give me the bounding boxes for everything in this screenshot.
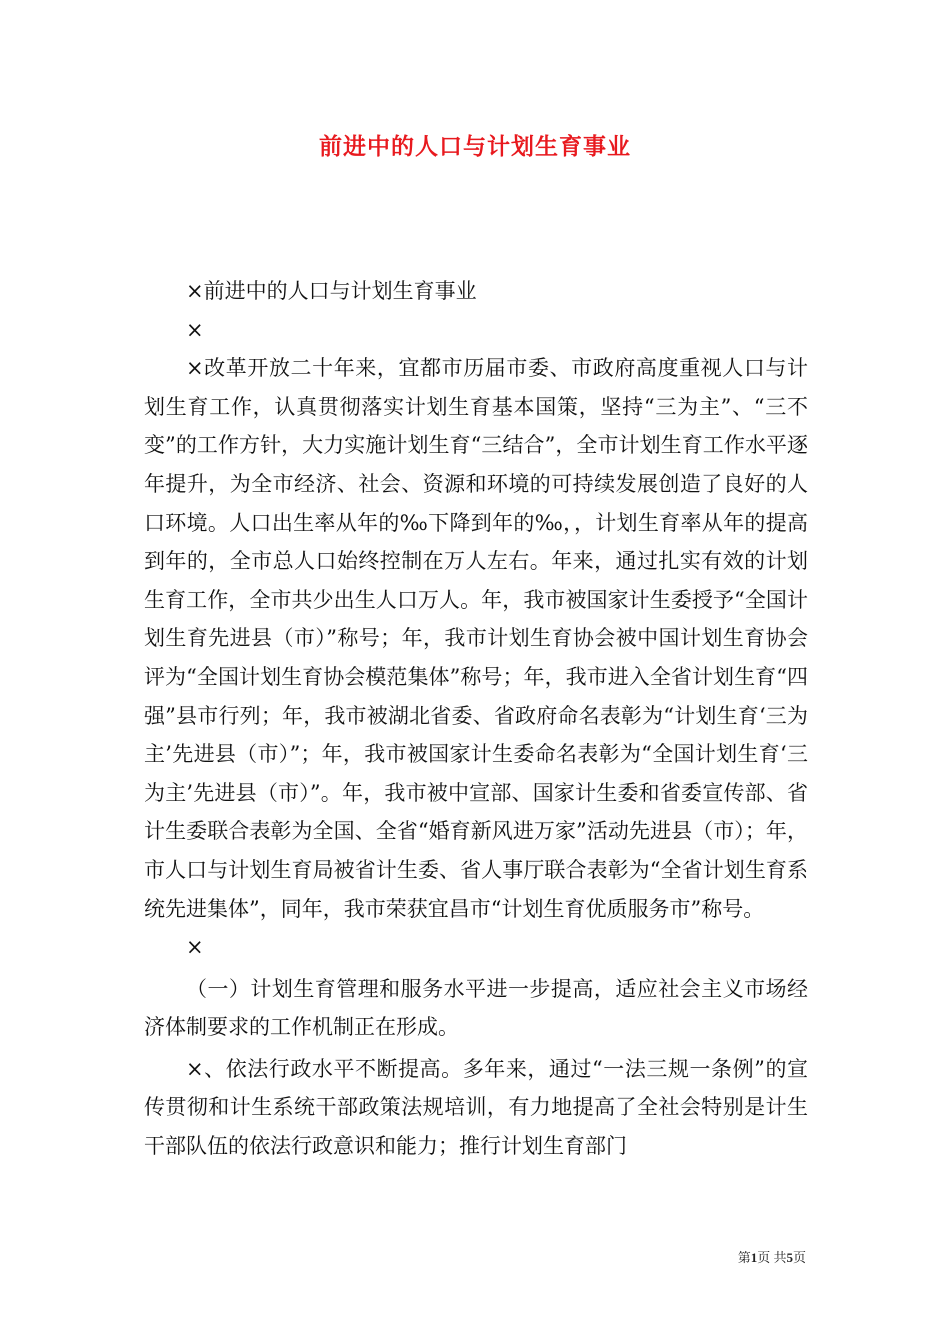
footer-total-pages: 5 [786,1250,793,1265]
page-number-footer [738,1247,806,1266]
footer-middle: 页 共 [757,1250,787,1265]
paragraph-section-heading: （一）计划生育管理和服务水平进一步提高，适应社会主义市场经济体制要求的工作机制正在形成。 [144,976,808,1040]
paragraph-subtitle: ×前进中的人口与计划生育事业 [186,279,477,303]
paragraph-intro: ×改革开放二十年来，宜都市历届市委、市政府高度重视人口与计划生育工作，认真贯彻落实计划生育基本国策，坚持“三为主”、“三不变”的工作方针，大力实施计划生育“三结合”，全市计划生育工作水平逐年提升，为全市经济、社会、资源和环境的可持续发展创造了良好的人口环境。人口出生率从年的‰下降到年的‰，，计划生育率从年的提高到年的，全市总人口始终控制在万人左右。年来，通过扎实有效的计划生育工作，全市共少出生人口万人。年，我市被国家计生委授予“全国计划生育先进县（市）”称号；年，我市计划生育协会被中国计划生育协会评为“全国计划生育协会模范集体”称号；年，我市进入全省计划生育“四强”县市行列；年，我市被湖北省委、省政府命名表彰为“计划生育‘三为主’先进县（市）”；年，我市被国家计生委命名表彰为“全国计划生育‘三为主’先进县（市）”。年，我市被中宣部、国家计生委和省委宣传部、省计生委联合表彰为全国、全省“婚育新风进万家”活动先进县（市）；年，市人口与计划生育局被省计生委、省人事厅联合表彰为“全省计划生育系统先进集体”，同年，我市荣获宜昌市“计划生育优质服务市”称号。 [144,356,808,921]
document-body [144,272,808,1166]
document-title: 前进中的人口与计划生育事业 [319,133,631,160]
footer-prefix: 第 [737,1250,751,1265]
paragraph-marker: × [186,935,204,960]
paragraph-law-enforcement: ×、依法行政水平不断提高。多年来，通过“一法三规一条例”的宣传贯彻和计生系统干部政策法规培训，有力地提高了全社会特别是计生干部队伍的依法行政意识和能力；推行计划生育部门 [144,1056,808,1159]
footer-current-page: 1 [750,1250,758,1265]
footer-suffix: 页 [792,1250,806,1265]
paragraph-marker: × [186,317,204,342]
